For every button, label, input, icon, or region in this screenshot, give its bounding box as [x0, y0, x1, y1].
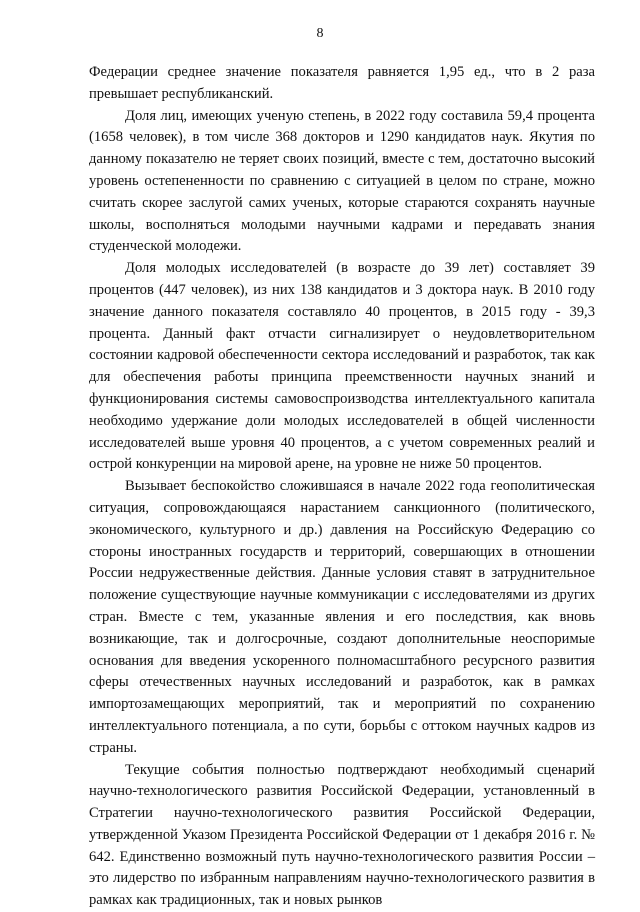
paragraph-geopolitical-situation: Вызывает беспокойство сложившаяся в начале 2022 года геополитическая ситуация, сопровождающаяся нарастанием санкционного (политического, экономического, культурного и др.) давления на Российскую Федерацию со стороны иностранных государств и территорий, совершающих в отношении России недружественные действия. Данные условия ставят в затруднительное положение существующие научные коммуникации с исследователями из других стран. Вместе с тем, указанные явления и его последствия, как вновь возникающие, так и долгосрочные, создают дополнительные неоспоримые основания для введения ускоренного полномасштабного ресурсного развития сферы отечественных научных исследований и разработок, как в рамках импортозамещающих мероприятий, так и мероприятий по сохранению интеллектуального потенциала, а по сути, борьбы с оттоком научных кадров из страны.: [89, 476, 595, 759]
paragraph-academic-degree-share: Доля лиц, имеющих ученую степень, в 2022 году составила 59,4 процента (1658 человек), в том числе 368 докторов и 1290 кандидатов наук. Якутия по данному показателю не теряет своих позиций, вместе с тем, достаточно высокий уровень остепененности по сравнению с ситуацией в целом по стране, можно считать скорее заслугой самих ученых, которые стараются сохранять научные школы, восполняться молодыми научными кадрами и передавать знания студенческой молодежи.: [89, 106, 595, 259]
paragraph-development-strategy: Текущие события полностью подтверждают необходимый сценарий научно-технологического развития Российской Федерации, установленный в Стратегии научно-технологического развития Российской Федерации, утвержденной Указом Президента Российской Федерации от 1 декабря 2016 г. № 642. Единственно возможный путь научно-технологического развития России – это лидерство по избранным направлениям научно-технологического развития в рамках как традиционных, так и новых рынков: [89, 760, 595, 912]
paragraph-young-researchers: Доля молодых исследователей (в возрасте до 39 лет) составляет 39 процентов (447 человек), из них 138 кандидатов и 3 доктора наук. В 2010 году значение данного показателя составляло 40 процентов, в 2015 году - 39,3 процента. Данный факт отчасти сигнализирует о неудовлетворительном состоянии кадровой обеспеченности сектора исследований и разработок, так как для обеспечения работы принципа преемственности научных знаний и функционирования системы самовоспроизводства интеллектуального капитала необходимо удержание доли молодых исследователей в общей численности исследователей выше уровня 40 процентов, а с учетом современных реалий и острой конкуренции на мировой арене, на уровне не ниже 50 процентов.: [89, 258, 595, 476]
document-body: [89, 62, 595, 912]
paragraph-continuation: Федерации среднее значение показателя равняется 1,95 ед., что в 2 раза превышает республиканский.: [89, 62, 595, 106]
page-number: 8: [0, 26, 640, 42]
